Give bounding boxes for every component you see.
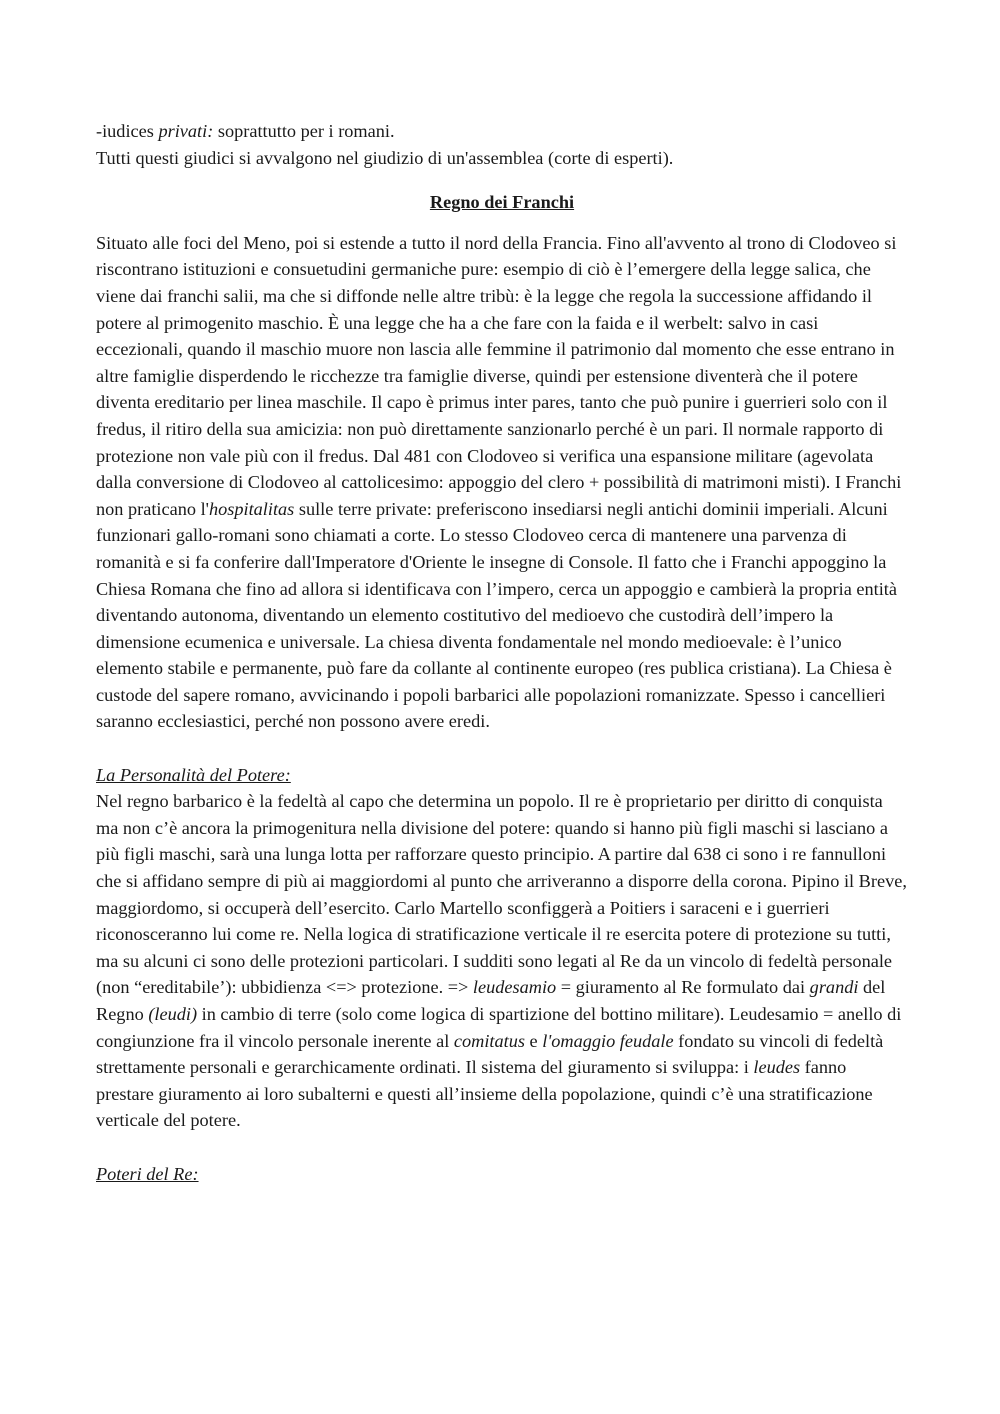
spacer (96, 1134, 908, 1161)
section-title: Regno dei Franchi (429, 192, 575, 213)
paragraph-personalita-potere: Nel regno barbarico è la fedeltà al capo che determina un popolo. Il re è proprietario per diritto di conquista ma non c’è ancora la primogenitura nella divisione del potere: quando si hanno più figli maschi si lasciano a più figli maschi, sarà una lunga lotta per rafforzare questo principio. A partire dal 638 ci sono i re fannulloni che si affidano sempre di più ai maggiordomi al punto che arriveranno a disporre della corona. Pipino il Breve, maggiordomo, si occuperà dell’esercito. Carlo Martello sconfiggerà a Poitiers i saraceni e i guerrieri riconosceranno lui come re. Nella logica di stratificazione verticale il re esercita potere di protezione su tutti, ma su alcuni ci sono delle protezioni particolari. I sudditi sono legati al Re da un vincolo di fedeltà personale (non “ereditabile’): ubbidienza <=> protezione. => leudesamio = giuramento al Re formulato dai grandi del Regno (leudi) in cambio di terre (solo come logica di spartizione del bottino militare). Leudesamio = anello di congiunzione fra il vincolo personale inerente al comitatus e l'omaggio feudale fondato su vincoli di fedeltà strettamente personali e gerarchicamente ordinati. Il sistema del giuramento si sviluppa: i leudes fanno prestare giuramento ai loro subalterni e questi all’insieme della popolazione, quindi c’è una stratificazione verticale del potere. (96, 791, 907, 1131)
page-content (96, 118, 908, 1187)
spacer (96, 735, 908, 762)
subheading-personalita-potere: La Personalità del Potere: (96, 764, 291, 785)
paragraph-regno-franchi: Situato alle foci del Meno, poi si estende a tutto il nord della Francia. Fino all'avvento al trono di Clodoveo si riscontrano istituzioni e consuetudini germaniche pure: esempio di ciò è l’emergere della legge salica, che viene dai franchi salii, ma che si diffonde nelle altre tribù: è la legge che regola la successione affidando il potere al primogenito maschio. È una legge che ha a che fare con la faida e il werbelt: salvo in casi eccezionali, quando il maschio muore non lascia alle femmine il patrimonio dal momento che esse entrano in altre famiglie disperdendo le ricchezze tra famiglie diverse, quindi per estensione diventerà che il potere diventa ereditario per linea maschile. Il capo è primus inter pares, tanto che può punire i guerrieri solo con il fredus, il ritiro della sua amicizia: non può direttamente sanzionarlo perché è un pari. Il normale rapporto di protezione non vale più con il fredus. Dal 481 con Clodoveo si verifica una espansione militare (agevolata dalla conversione di Clodoveo al cattolicesimo: appoggio del clero + possibilità di matrimoni misti). I Franchi non praticano l'hospitalitas sulle terre private: preferiscono insediarsi negli antichi dominii imperiali. Alcuni funzionari gallo-romani sono chiamati a corte. Lo stesso Clodoveo cerca di mantenere una parvenza di romanità e si fa conferire dall'Imperatore d'Oriente le insegne di Console. Il fatto che i Franchi appoggino la Chiesa Romana che fino ad allora si identificava con l’impero, cerca un appoggio e cambierà la propria entità diventando autonoma, diventando un elemento costitutivo del medioevo che custodirà dell’impero la dimensione ecumenica e universale. La chiesa diventa fondamentale nel mondo medioevale: è l’unico elemento stabile e permanente, può fare da collante al continente europeo (res publica cristiana). La Chiesa è custode del sapere romano, avvicinando i popoli barbarici alle popolazioni romanizzate. Spesso i cancellieri saranno ecclesiastici, perché non possono avere eredi. (96, 232, 902, 732)
intro-line-2: Tutti questi giudici si avvalgono nel giudizio di un'assemblea (corte di esperti). (96, 147, 674, 168)
privati-term: privati: (158, 121, 214, 141)
intro-line-1: -iudices privati: soprattutto per i romani. (96, 121, 395, 141)
subheading-poteri-re: Poteri del Re: (96, 1163, 199, 1184)
